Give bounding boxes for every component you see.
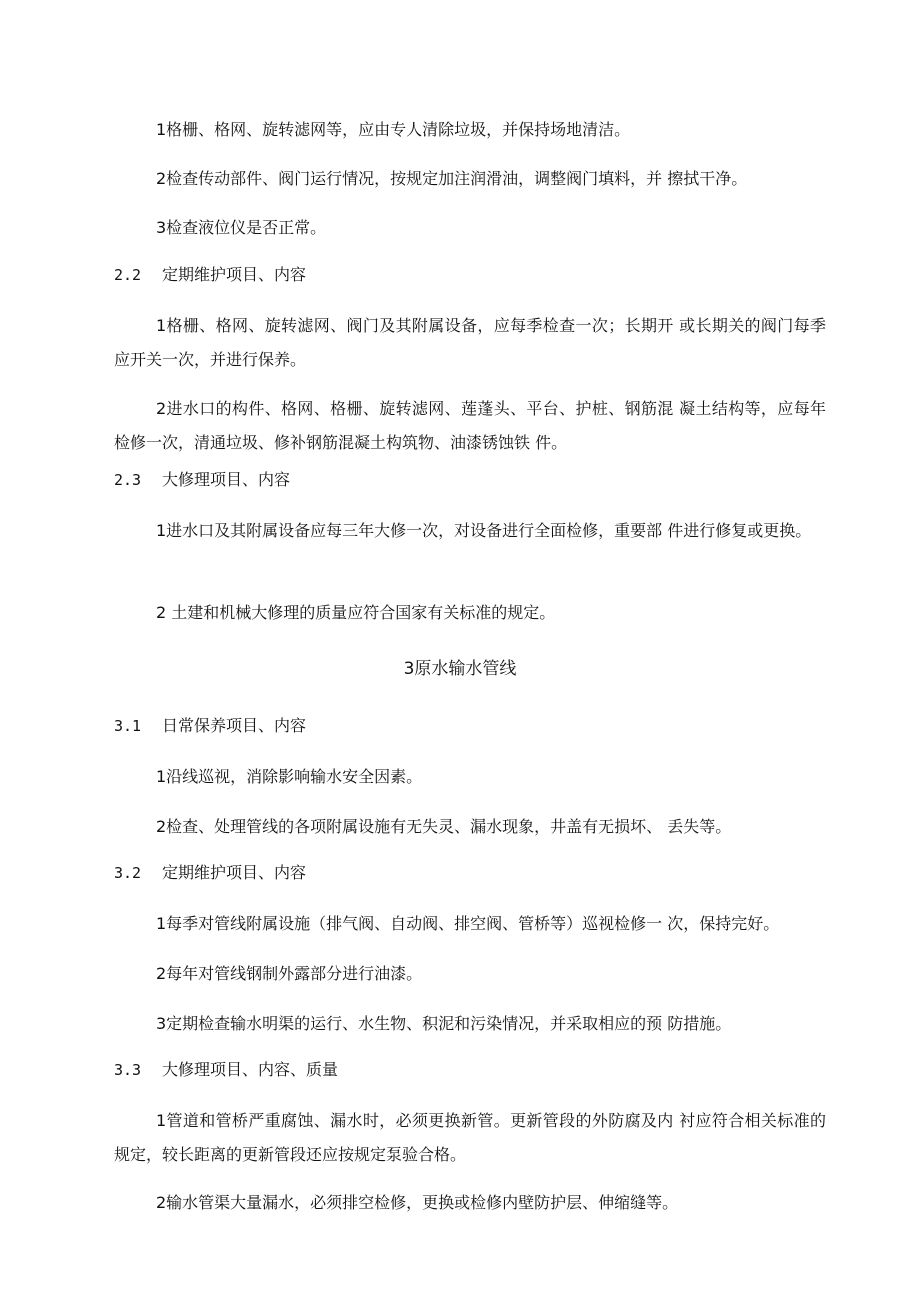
paragraph-annual-painting: 2每年对管线钢制外露部分进行油漆。 [156, 964, 423, 983]
heading-2-2 [114, 265, 306, 285]
paragraph-annual-overhaul: 2进水口的构件、格网、格栅、旋转滤网、莲蓬头、平台、护桩、钢筋混 凝土结构等，应每年检修一次，清通垃圾、修补钢筋混凝土构筑物、油漆锈蚀铁 件。 [114, 399, 826, 452]
heading-number: 3.1 [114, 717, 142, 735]
heading-text: 大修理项目、内容、质量 [162, 1060, 339, 1079]
paragraph-patrol: 1沿线巡视，消除影响输水安全因素。 [156, 767, 423, 786]
heading-number: 2.3 [114, 471, 142, 489]
paragraph-open-channel: 3定期检查输水明渠的运行、水生物、积泥和污染情况，并采取相应的预 防措施。 [156, 1014, 732, 1033]
paragraph-check-transmission: 2检查传动部件、阀门运行情况，按规定加注润滑油，调整阀门填料，并 擦拭干净。 [156, 169, 748, 188]
heading-3-3 [114, 1060, 338, 1080]
heading-text: 定期维护项目、内容 [162, 265, 307, 284]
heading-number: 2.2 [114, 266, 142, 284]
paragraph-screens-cleaning: 1格栅、格网、旋转滤网等，应由专人清除垃圾，并保持场地清洁。 [156, 120, 631, 139]
paragraph-leak-repair: 2输水管渠大量漏水，必须排空检修，更换或检修内壁防护层、伸缩缝等。 [156, 1193, 679, 1212]
heading-text: 大修理项目、内容 [162, 470, 291, 489]
heading-number: 3.2 [114, 864, 142, 882]
heading-text: 日常保养项目、内容 [162, 716, 307, 735]
heading-2-3 [114, 470, 290, 490]
heading-3-2 [114, 863, 306, 883]
paragraph-pipe-replacement: 1管道和管桥严重腐蚀、漏水时，必须更换新管。更新管段的外防腐及内 衬应符合相关标准的规定，较长距离的更新管段还应按规定泵验合格。 [114, 1111, 826, 1164]
paragraph-check-level-gauge: 3检查液位仪是否正常。 [156, 218, 327, 237]
heading-text: 定期维护项目、内容 [162, 863, 307, 882]
section-title-3: 3原水输水管线 [403, 659, 517, 679]
paragraph-quarterly-patrol: 1每季对管线附属设施（排气阀、自动阀、排空阀、管桥等）巡视检修一 次，保持完好。 [156, 914, 780, 933]
paragraph-check-facilities: 2检查、处理管线的各项附属设施有无失灵、漏水现象，井盖有无损坏、 丢失等。 [156, 817, 732, 836]
heading-number: 3.3 [114, 1061, 142, 1079]
heading-3-1 [114, 716, 306, 736]
paragraph-quality-standard: 2 土建和机械大修理的质量应符合国家有关标准的规定。 [156, 603, 556, 622]
paragraph-three-year-overhaul: 1进水口及其附属设备应每三年大修一次，对设备进行全面检修，重要部 件进行修复或更换。 [156, 521, 812, 540]
paragraph-quarterly-inspection: 1格栅、格网、旋转滤网、阀门及其附属设备，应每季检查一次；长期开 或长期关的阀门每季应开关一次，并进行保养。 [114, 316, 826, 369]
